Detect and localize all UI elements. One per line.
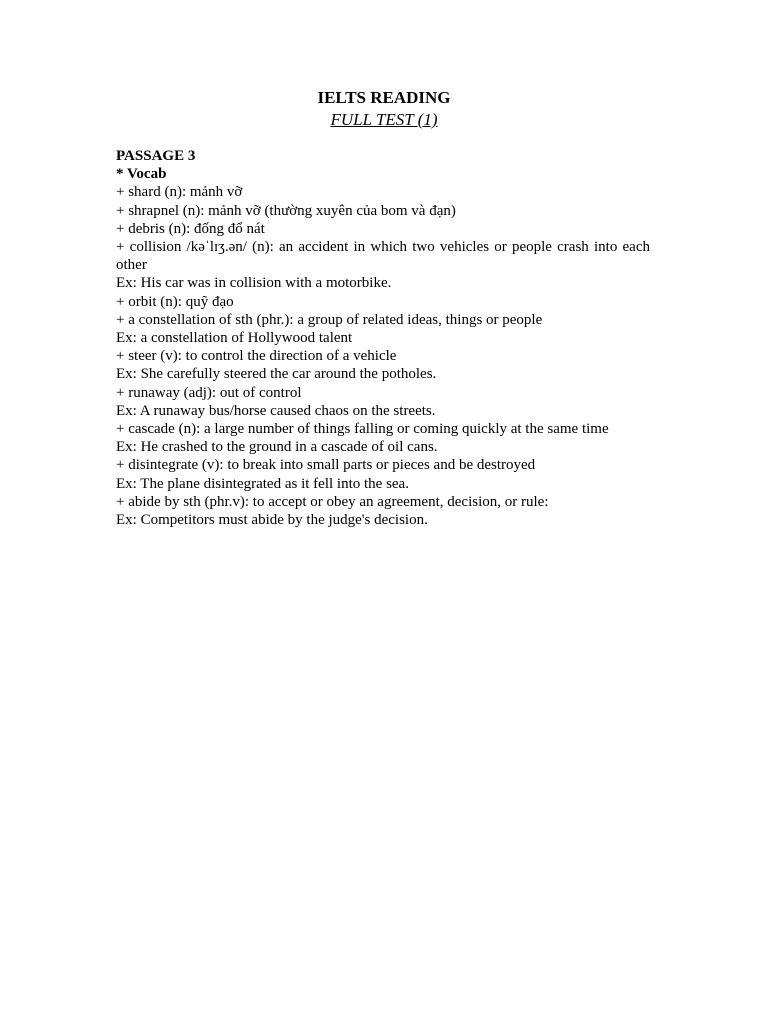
- example-line: Ex: He crashed to the ground in a cascade of oil cans.: [116, 439, 438, 456]
- passage-heading: PASSAGE 3: [116, 148, 196, 164]
- vocab-line: + disintegrate (v): to break into small parts or pieces and be destroyed: [116, 457, 536, 474]
- example-line: Ex: a constellation of Hollywood talent: [116, 330, 353, 347]
- example-line: Ex: His car was in collision with a motorbike.: [116, 275, 392, 292]
- example-line: Ex: A runaway bus/horse caused chaos on the streets.: [116, 402, 436, 419]
- vocab-line: + runaway (adj): out of control: [116, 384, 302, 401]
- vocab-line: + debris (n): đống đổ nát: [116, 220, 265, 237]
- vocab-line: + cascade (n): a large number of things falling or coming quickly at the same time: [116, 421, 609, 438]
- vocab-line: + collision /kəˈlɪʒ.ən/ (n): an accident in which two vehicles or people crash into each other: [116, 239, 650, 274]
- vocab-line: + steer (v): to control the direction of a vehicle: [116, 348, 397, 365]
- document-subtitle: FULL TEST (1): [330, 110, 438, 129]
- vocab-line: + abide by sth (phr.v): to accept or obey an agreement, decision, or rule:: [116, 493, 549, 510]
- vocab-heading: * Vocab: [116, 166, 167, 183]
- example-line: Ex: She carefully steered the car around the potholes.: [116, 366, 437, 383]
- example-line: Ex: Competitors must abide by the judge's decision.: [116, 512, 428, 529]
- vocab-line: + orbit (n): quỹ đạo: [116, 293, 234, 310]
- vocab-line: + shrapnel (n): mảnh vỡ (thường xuyên của bom và đạn): [116, 202, 456, 219]
- vocab-section: [116, 147, 650, 529]
- vocab-line: + shard (n): mảnh vỡ: [116, 184, 243, 201]
- document-title: IELTS READING: [317, 88, 451, 107]
- vocab-line: + a constellation of sth (phr.): a group of related ideas, things or people: [116, 311, 543, 328]
- example-line: Ex: The plane disintegrated as it fell into the sea.: [116, 475, 409, 492]
